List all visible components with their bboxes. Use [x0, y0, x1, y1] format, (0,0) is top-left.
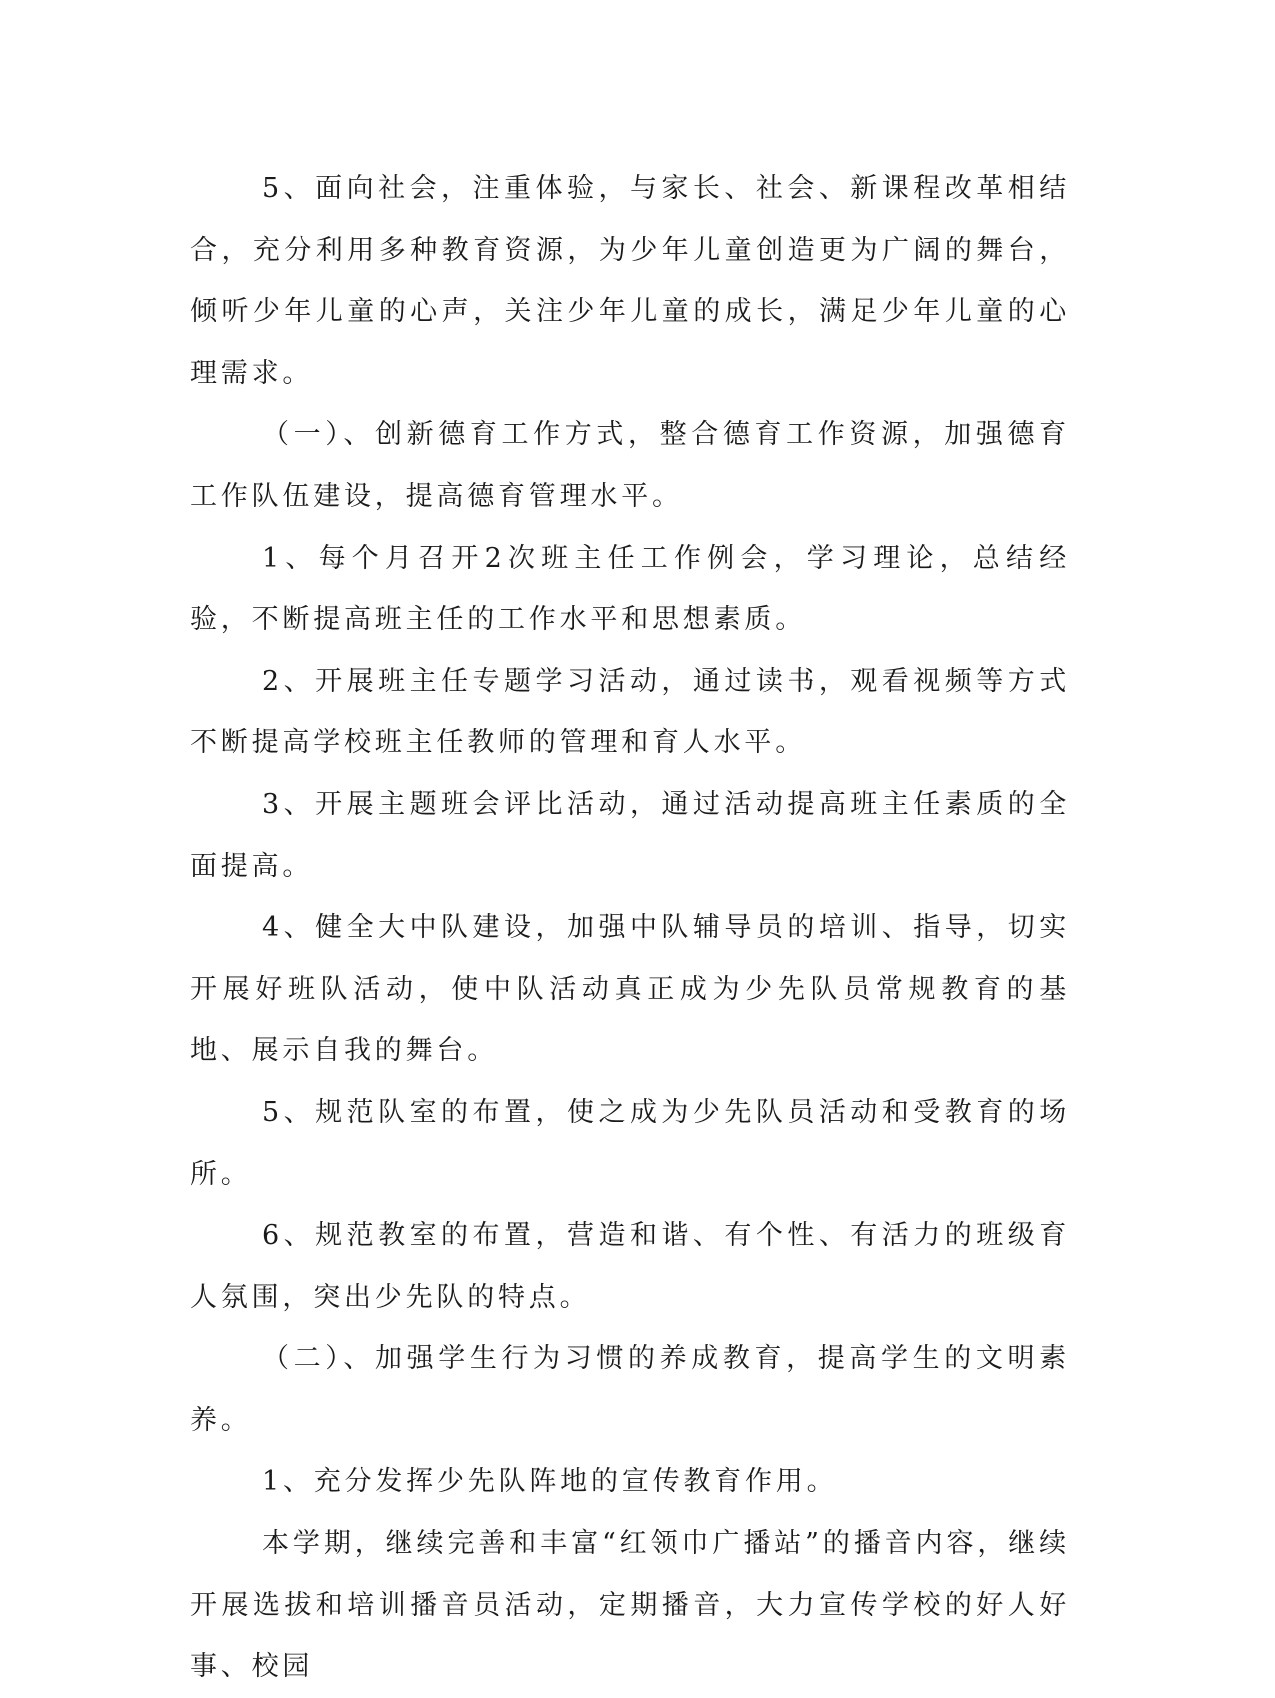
paragraph-item-5-team-room: 5、规范队室的布置，使之成为少先队员活动和受教育的场所。: [190, 1096, 1070, 1190]
paragraph-item-5-society: 5、面向社会，注重体验，与家长、社会、新课程改革相结合，充分利用多种教育资源，为少年儿童创造更为广阔的舞台，倾听少年儿童的心声，关注少年儿童的成长，满足少年儿童的心理需求。: [190, 173, 1070, 389]
section-heading-1: （一）、创新德育工作方式，整合德育工作资源，加强德育工作队伍建设，提高德育管理水平。: [190, 419, 1070, 512]
paragraph-item-4-squads: 4、健全大中队建设，加强中队辅导员的培训、指导，切实开展好班队活动，使中队活动真正成为少先队员常规教育的基地、展示自我的舞台。: [190, 912, 1070, 1067]
paragraph-item-1-meetings: 1、每个月召开2次班主任工作例会，学习理论，总结经验，不断提高班主任的工作水平和思想素质。: [190, 542, 1070, 636]
paragraph-item-1-publicity: 1、充分发挥少先队阵地的宣传教育作用。: [262, 1466, 838, 1498]
section-heading-2: （二）、加强学生行为习惯的养成教育，提高学生的文明素养。: [190, 1343, 1070, 1436]
paragraph-item-3-class-meeting: 3、开展主题班会评比活动，通过活动提高班主任素质的全面提高。: [190, 788, 1070, 882]
paragraph-item-6-classroom: 6、规范教室的布置，营造和谐、有个性、有活力的班级育人氛围，突出少先队的特点。: [190, 1220, 1070, 1313]
paragraph-item-2-study: 2、开展班主任专题学习活动，通过读书，观看视频等方式不断提高学校班主任教师的管理和育人水平。: [190, 665, 1070, 759]
paragraph-broadcast-station: 本学期，继续完善和丰富“红领巾广播站”的播音内容，继续开展选拔和培训播音员活动，定期播音，大力宣传学校的好人好事、校园: [190, 1528, 1070, 1683]
document-body: [190, 158, 1070, 1698]
